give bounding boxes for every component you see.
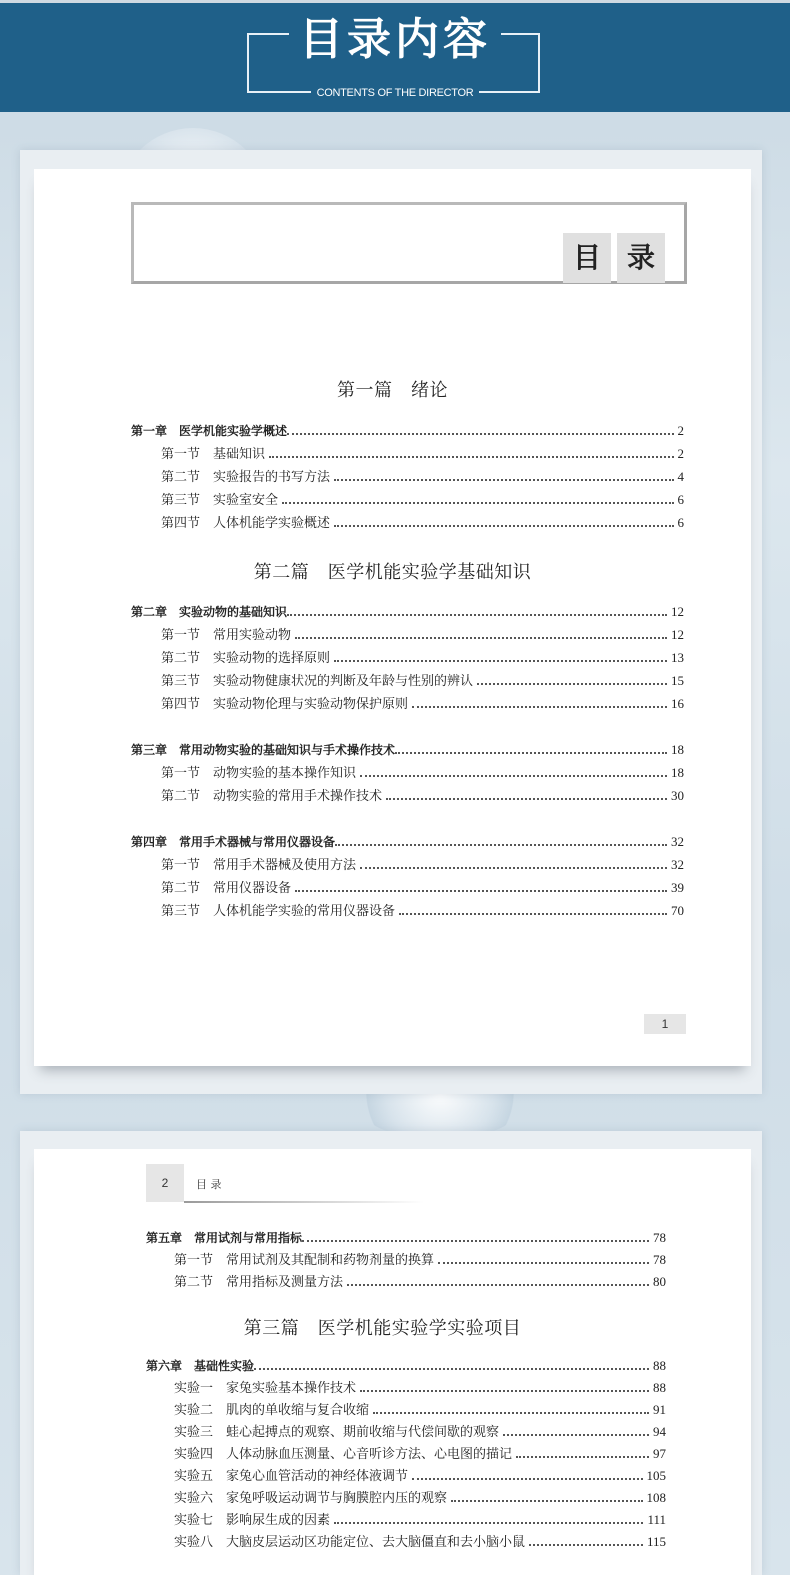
- toc-entry-page: 32: [671, 857, 684, 872]
- toc-entry-label: 第一节 常用手术器械及使用方法: [161, 857, 357, 872]
- toc-entry-label: 实验三 蛙心起搏点的观察、期前收缩与代偿间歇的观察: [174, 1424, 500, 1439]
- toc-section[interactable]: [161, 900, 684, 920]
- part-heading-3: 第三篇 医学机能实验学实验项目: [243, 1318, 522, 1339]
- toc-entry-label: 第六章 基础性实验: [146, 1359, 255, 1373]
- toc-entry-label: 第一节 常用实验动物: [161, 627, 292, 642]
- toc-entry-page: 80: [653, 1274, 666, 1289]
- toc-entry-page: 88: [653, 1380, 666, 1395]
- toc-entry-label: 第四节 人体机能学实验概述: [161, 515, 331, 530]
- banner-subtitle: CONTENTS OF THE DIRECTOR: [0, 85, 790, 101]
- toc-entry-label: 第三节 人体机能学实验的常用仪器设备: [161, 903, 396, 918]
- toc-entry-label: 第三节 实验动物健康状况的判断及年龄与性别的辨认: [161, 673, 474, 688]
- toc-section[interactable]: [161, 624, 684, 644]
- toc-entry-page: 12: [671, 627, 684, 642]
- toc-section[interactable]: [161, 693, 684, 713]
- banner-title: 目录内容: [0, 11, 790, 69]
- toc-entry-page: 16: [671, 696, 684, 711]
- toc-entry-page: 78: [653, 1252, 666, 1267]
- toc-experiment[interactable]: [174, 1487, 666, 1507]
- toc-entry-page: 18: [671, 742, 684, 757]
- part-heading-1: 第一篇 绪论: [337, 380, 448, 401]
- running-header: 目 录: [196, 1178, 222, 1191]
- toc-entry-label: 第二节 动物实验的常用手术操作技术: [161, 788, 383, 803]
- toc-section[interactable]: [161, 877, 684, 897]
- toc-experiment[interactable]: [174, 1421, 666, 1441]
- toc-entry-label: 第四章 常用手术器械与常用仪器设备: [131, 835, 336, 849]
- toc-entry-label: 第二节 常用仪器设备: [161, 880, 292, 895]
- toc-section[interactable]: [161, 647, 684, 667]
- toc-entry-label: 第二节 实验报告的书写方法: [161, 469, 331, 484]
- toc-chapter-2[interactable]: [131, 601, 684, 621]
- toc-entry-page: 91: [653, 1402, 666, 1417]
- toc-entry-page: 6: [677, 515, 684, 530]
- toc-title-char-1: 目: [563, 233, 611, 283]
- toc-title-char-2: 录: [617, 233, 665, 283]
- toc-entry-label: 第一节 基础知识: [161, 446, 266, 461]
- toc-experiment[interactable]: [174, 1399, 666, 1419]
- header-rule: [184, 1201, 424, 1203]
- toc-page-2: [34, 1149, 751, 1575]
- toc-entry-label: 第二节 常用指标及测量方法: [174, 1274, 344, 1289]
- toc-entry-label: 实验五 家兔心血管活动的神经体液调节: [174, 1468, 409, 1483]
- toc-entry-label: 实验四 人体动脉血压测量、心音听诊方法、心电图的描记: [174, 1446, 513, 1461]
- toc-entry-page: 30: [671, 788, 684, 803]
- toc-entry-label: 第一章 医学机能实验学概述: [131, 424, 288, 438]
- toc-chapter-1[interactable]: [131, 420, 684, 440]
- toc-experiment[interactable]: [174, 1443, 666, 1463]
- toc-section[interactable]: [174, 1249, 666, 1269]
- toc-entry-page: 111: [647, 1512, 666, 1527]
- toc-entry-page: 94: [653, 1424, 666, 1439]
- toc-entry-label: 实验六 家兔呼吸运动调节与胸膜腔内压的观察: [174, 1490, 448, 1505]
- toc-entry-page: 2: [677, 423, 684, 438]
- toc-section[interactable]: [161, 670, 684, 690]
- toc-section[interactable]: [161, 785, 684, 805]
- toc-entry-page: 78: [653, 1230, 666, 1245]
- toc-entry-label: 第一节 动物实验的基本操作知识: [161, 765, 357, 780]
- toc-page-1: [34, 169, 751, 1066]
- toc-entry-page: 115: [646, 1534, 666, 1549]
- toc-entry-label: 实验八 大脑皮层运动区功能定位、去大脑僵直和去小脑小鼠: [174, 1534, 526, 1549]
- toc-experiment[interactable]: [174, 1377, 666, 1397]
- toc-chapter-6[interactable]: [146, 1355, 666, 1375]
- toc-entry-page: 32: [671, 834, 684, 849]
- toc-entry-page: 2: [677, 446, 684, 461]
- toc-entry-page: 18: [671, 765, 684, 780]
- toc-section[interactable]: [161, 466, 684, 486]
- toc-entry-page: 39: [671, 880, 684, 895]
- toc-section[interactable]: [161, 854, 684, 874]
- toc-entry-label: 第二章 实验动物的基础知识: [131, 605, 288, 619]
- toc-entry-label: 第二节 实验动物的选择原则: [161, 650, 331, 665]
- toc-entry-label: 第四节 实验动物伦理与实验动物保护原则: [161, 696, 409, 711]
- toc-experiment[interactable]: [174, 1509, 666, 1529]
- page-number: 2: [146, 1164, 184, 1202]
- toc-entry-label: 实验七 影响尿生成的因素: [174, 1512, 331, 1527]
- toc-entry-page: 97: [653, 1446, 666, 1461]
- toc-entry-label: 实验一 家兔实验基本操作技术: [174, 1380, 357, 1395]
- header-banner: [0, 0, 790, 112]
- toc-entry-page: 4: [677, 469, 684, 484]
- part-heading-2: 第二篇 医学机能实验学基础知识: [253, 562, 532, 583]
- toc-entry-page: 105: [646, 1468, 666, 1483]
- toc-entry-page: 88: [653, 1358, 666, 1373]
- toc-experiment[interactable]: [174, 1531, 666, 1551]
- toc-experiment[interactable]: [174, 1465, 666, 1485]
- toc-entry-label: 第三章 常用动物实验的基础知识与手术操作技术: [131, 743, 396, 757]
- toc-section[interactable]: [174, 1271, 666, 1291]
- toc-chapter-3[interactable]: [131, 739, 684, 759]
- toc-section[interactable]: [161, 489, 684, 509]
- toc-section[interactable]: [161, 512, 684, 532]
- toc-entry-label: 实验二 肌肉的单收缩与复合收缩: [174, 1402, 370, 1417]
- toc-entry-label: 第五章 常用试剂与常用指标: [146, 1231, 303, 1245]
- toc-entry-page: 15: [671, 673, 684, 688]
- toc-chapter-4[interactable]: [131, 831, 684, 851]
- toc-entry-label: 第三节 实验室安全: [161, 492, 279, 507]
- toc-entry-label: 第一节 常用试剂及其配制和药物剂量的换算: [174, 1252, 435, 1267]
- page-number: 1: [644, 1014, 686, 1034]
- toc-section[interactable]: [161, 443, 684, 463]
- toc-chapter-5[interactable]: [146, 1227, 666, 1247]
- toc-entry-page: 12: [671, 604, 684, 619]
- toc-entry-page: 70: [671, 903, 684, 918]
- toc-entry-page: 108: [646, 1490, 666, 1505]
- toc-entry-page: 13: [671, 650, 684, 665]
- toc-entry-page: 6: [677, 492, 684, 507]
- toc-section[interactable]: [161, 762, 684, 782]
